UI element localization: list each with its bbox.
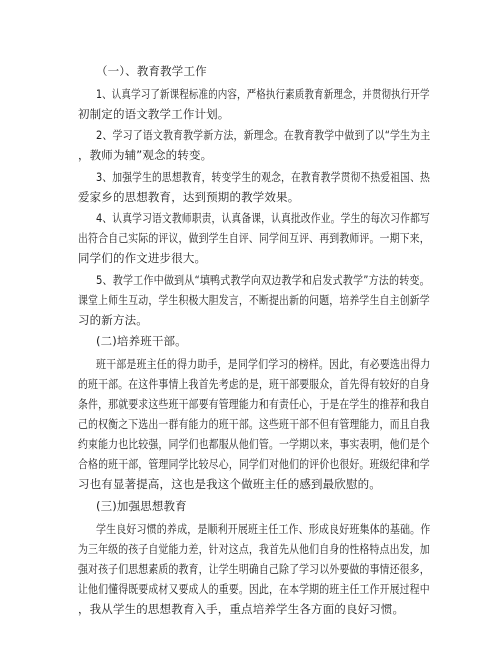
- paragraph-6-line-7: 习也有显著提高，这也是我这个做班主任的感到最欣慰的。: [78, 477, 381, 491]
- paragraph-4-line-2: 出符合自己实际的评议，做到学生自评、同学间互评、再到教师评。一期下来，: [78, 231, 430, 245]
- section-heading-2: (二)培养班干部。: [96, 334, 187, 348]
- section-heading-1: （一）、教育教学工作: [96, 64, 207, 78]
- paragraph-4-line-1: 4、认真学习语文教师职责，认真备课，认真批改作业。学生的每次习作都写: [96, 211, 430, 225]
- paragraph-1-line-1: 1、认真学习了新课程标准的内容，严格执行素质教育新理念，并贯彻执行开学: [96, 87, 430, 101]
- paragraph-4-line-3: 同学们的作文进步很大。: [78, 251, 207, 265]
- paragraph-6-line-4: 己的权衡之下选出一群有能力的班干部。这些班干部不但有管理能力，而且自我: [78, 417, 430, 431]
- paragraph-6-line-1: 班干部是班主任的得力助手，是同学们学习的榜样。因此，有必要选出得力: [96, 357, 431, 371]
- paragraph-6-line-3: 条件，那就要求这些班干部要有管理能力和有责任心，于是在学生的推荐和我自: [78, 397, 430, 411]
- paragraph-7-line-5: ，我从学生的思想教育入手，重点培养学生各方面的良好习惯。: [78, 602, 405, 616]
- section-heading-3: (三)加强思想教育: [96, 499, 187, 513]
- paragraph-7-line-2: 为三年级的孩子自觉能力差，针对这点，我首先从他们自身的性格特点出发，加: [78, 542, 430, 556]
- paragraph-2-line-1: 2、学习了语文教育教学新方法，新理念。在教育教学中做到了以“学生为主: [96, 128, 431, 142]
- paragraph-3-line-2: 爱家乡的思想教育，达到预期的教学效果。: [78, 190, 300, 204]
- paragraph-6-line-2: 的班干部。在这件事情上我首先考虑的是，班干部要服众，首先得有较好的自身: [78, 377, 430, 391]
- paragraph-3-line-1: 3、加强学生的思想教育，转变学生的观念，在教育教学贯彻不热爱祖国、热: [96, 170, 430, 184]
- paragraph-5-line-3: 习的新方法。: [78, 313, 148, 327]
- paragraph-1-line-2: 初制定的语文教学工作计划。: [78, 107, 230, 121]
- paragraph-5-line-1: 5、教学工作中做到从“填鸭式教学向双边教学和启发式教学”方法的转变。: [96, 273, 430, 287]
- paragraph-2-line-2: ，教师为辅”观念的转变。: [78, 148, 213, 162]
- paragraph-7-line-1: 学生良好习惯的养成，是顺利开展班主任工作、形成良好班集体的基础。作: [96, 522, 431, 536]
- paragraph-6-line-5: 约束能力也比较强，同学们也都服从他们管。一学期以来，事实表明，他们是个: [78, 437, 430, 451]
- paragraph-7-line-4: 让他们懂得既要成材又要成人的重要。因此，在本学期的班主任工作开展过程中: [78, 582, 430, 596]
- paragraph-7-line-3: 强对孩子们思想素质的教育，让学生明确自己除了学习以外要做的事情还很多，: [78, 562, 430, 576]
- paragraph-6-line-6: 合格的班干部，管理同学比较尽心，同学们对他们的评价也很好。班级纪律和学: [78, 457, 430, 471]
- paragraph-5-line-2: 课堂上师生互动，学生积极大胆发言，不断提出新的问题，培养学生自主创新学: [78, 293, 430, 307]
